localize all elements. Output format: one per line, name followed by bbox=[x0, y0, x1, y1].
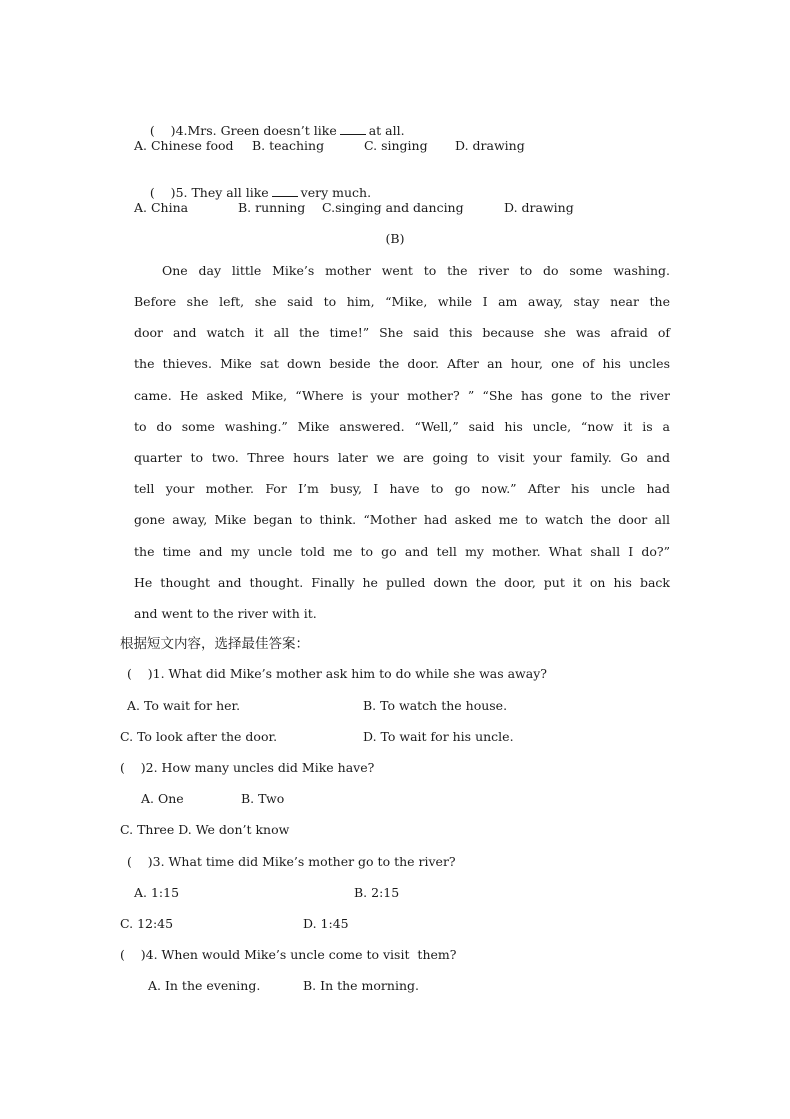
question-stem: 4.Mrs. Green doesn’t like bbox=[175, 123, 337, 138]
passage-line: quarter to two. Three hours later we are going to visit your family. Go and bbox=[134, 450, 670, 465]
passage-line: door and watch it all the time!” She said this because she was afraid of bbox=[134, 325, 670, 340]
fill-blank bbox=[272, 186, 298, 197]
question-b2: ( )2. How many uncles did Mike have? bbox=[120, 760, 375, 775]
passage-line: the time and my uncle told me to go and tell my mother. What shall I do?” bbox=[134, 544, 670, 559]
option-a4-c: C. singing bbox=[364, 138, 428, 153]
question-b1: ( )1. What did Mike’s mother ask him to do while she was away? bbox=[127, 666, 547, 681]
question-b4: ( )4. When would Mike’s uncle come to visit them? bbox=[120, 947, 457, 962]
question-b3: ( )3. What time did Mike’s mother go to the river? bbox=[127, 854, 456, 869]
passage-line: Before she left, she said to him, “Mike, while I am away, stay near the bbox=[134, 294, 670, 309]
question-stem-end: very much. bbox=[300, 185, 372, 200]
option-a5-d: D. drawing bbox=[504, 200, 574, 215]
option-b3-a: A. 1:15 bbox=[134, 885, 180, 900]
instruction-text: 根据短文内容，选择最佳答案： bbox=[120, 636, 309, 652]
option-b4-a: A. In the evening. bbox=[148, 978, 261, 993]
passage-line: the thieves. Mike sat down beside the door. After an hour, one of his uncles bbox=[134, 356, 670, 371]
answer-paren: ( ) bbox=[149, 123, 176, 138]
answer-paren: ( ) bbox=[149, 185, 176, 200]
option-b1-a: A. To wait for her. bbox=[127, 698, 241, 713]
section-heading-b: (B) bbox=[385, 231, 405, 246]
passage-line: tell your mother. For I’m busy, I have to go now.” After his uncle had bbox=[134, 481, 670, 496]
option-b2-a: A. One bbox=[141, 791, 184, 806]
option-b3-d: D. 1:45 bbox=[303, 916, 349, 931]
passage-line: and went to the river with it. bbox=[134, 606, 317, 621]
option-a5-c: C.singing and dancing bbox=[322, 200, 464, 215]
option-b2-b: B. Two bbox=[241, 791, 285, 806]
passage-line: came. He asked Mike, “Where is your mother? ” “She has gone to the river bbox=[134, 388, 670, 403]
option-b3-c: C. 12:45 bbox=[120, 916, 174, 931]
option-b1-c: C. To look after the door. bbox=[120, 729, 278, 744]
passage-line: One day little Mike’s mother went to the river to do some washing. bbox=[162, 263, 670, 278]
option-b2-cd: C. Three D. We don’t know bbox=[120, 822, 290, 837]
question-stem: 5. They all like bbox=[175, 185, 269, 200]
option-b4-b: B. In the morning. bbox=[303, 978, 419, 993]
question-stem-end: at all. bbox=[368, 123, 405, 138]
option-a5-a: A. China bbox=[134, 200, 189, 215]
passage-line: gone away, Mike began to think. “Mother had asked me to watch the door all bbox=[134, 512, 670, 527]
fill-blank bbox=[340, 124, 366, 135]
option-b3-b: B. 2:15 bbox=[354, 885, 400, 900]
option-b1-b: B. To watch the house. bbox=[363, 698, 508, 713]
option-a4-a: A. Chinese food bbox=[134, 138, 234, 153]
option-a4-d: D. drawing bbox=[455, 138, 525, 153]
option-b1-d: D. To wait for his uncle. bbox=[363, 729, 514, 744]
passage-line: to do some washing.” Mike answered. “Well,” said his uncle, “now it is a bbox=[134, 419, 670, 434]
option-a4-b: B. teaching bbox=[252, 138, 325, 153]
option-a5-b: B. running bbox=[238, 200, 306, 215]
passage-line: He thought and thought. Finally he pulled down the door, put it on his back bbox=[134, 575, 670, 590]
